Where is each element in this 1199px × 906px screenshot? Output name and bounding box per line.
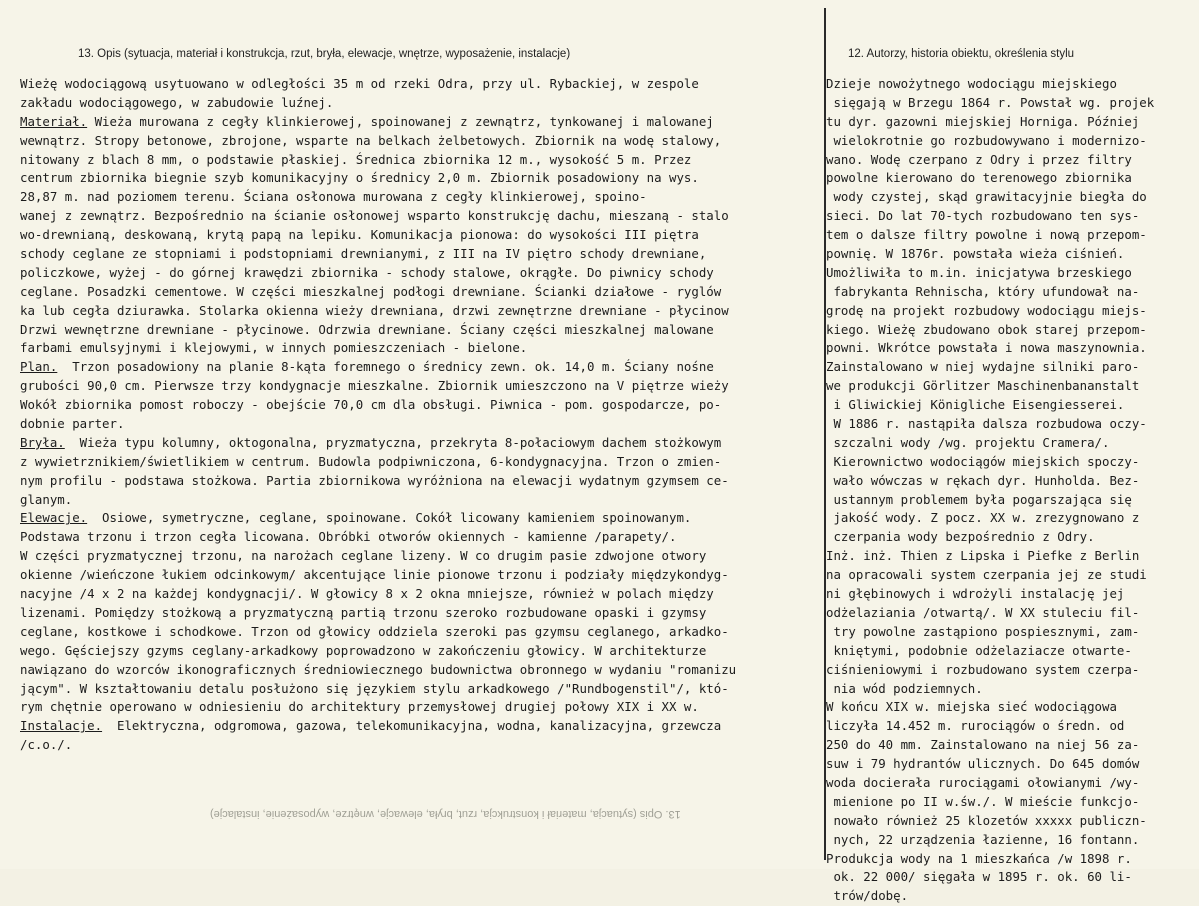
history-line: na opracowali system czerpania jej ze studi xyxy=(826,567,1147,583)
history-line: kniętymi, podobnie odżelaziacze otwarte- xyxy=(826,642,1132,658)
line-text: Podstawa trzonu i trzon cegła licowana. Obróbki otworów okiennych - kamienne /parapety/. xyxy=(20,529,677,545)
description-line xyxy=(20,566,825,585)
history-line: nowało również 25 klozetów xxxxx publiczn- xyxy=(826,812,1147,828)
line-text: nym profilu - podstawa stożkowa. Partia zbiornikowa wyróżniona na elewacji wydatnym gzymsem ce- xyxy=(20,472,729,488)
description-line xyxy=(20,736,825,755)
history-line: sięgają w Brzegu 1864 r. Powstał wg. projek xyxy=(826,94,1155,110)
line-text: wego. Gęściejszy gzyms ceglany-arkadkowy poprowadzono w zakończeniu głowicy. W architekturze xyxy=(20,642,707,658)
line-text: farbami emulsyjnymi i klejowymi, w innych pomieszczeniach - bielone. xyxy=(20,340,528,356)
description-line xyxy=(20,547,825,566)
history-column xyxy=(826,75,1194,906)
history-line: grodę na projekt rozbudowy wodociągu miejs- xyxy=(826,302,1147,318)
line-text: nawiązano do wzorców ikonograficznych średniowiecznego budownictwa obronnego w wydaniu "romanizu xyxy=(20,661,737,677)
description-line xyxy=(20,604,825,623)
history-line: W końcu XIX w. miejska sieć wodociągowa xyxy=(826,699,1117,715)
line-text: nacyjne /4 x 2 na każdej kondygnacji/. W głowicy 8 x 2 okna mniejsze, również w polach między xyxy=(20,586,714,602)
line-text: glanym. xyxy=(20,491,73,507)
line-text: rym chętnie operowano w odniesieniu do architektury przemysłowej drugiej połowy XIX i XX w. xyxy=(20,699,699,715)
history-line: nia wód podziemnych. xyxy=(826,680,983,696)
line-text: Wieżę wodociągową usytuowano w odległości 35 m od rzeki Odra, przy ul. Rybackiej, w zespole xyxy=(20,76,699,91)
line-text: ceglane, kostkowe i schodkowe. Trzon od głowicy oddziela szeroki pas gzymsu ceglanego, arkadko- xyxy=(20,623,729,639)
description-line xyxy=(20,113,825,132)
history-line: kiego. Wieżę zbudowano obok starej przepom- xyxy=(826,321,1147,337)
description-line xyxy=(20,75,825,94)
section-label: Instalacje. xyxy=(20,718,103,734)
description-line xyxy=(20,377,825,396)
line-text: Wokół zbiornika pomost roboczy - obejście 70,0 cm dla obsługi. Piwnica - pom. gospodarcze, po- xyxy=(20,397,722,413)
history-line: i Gliwickiej Königliche Eisengiesserei. xyxy=(826,397,1125,413)
history-line: wało wówczas w rękach dyr. Hunholda. Bez- xyxy=(826,472,1140,488)
line-text: Trzon posadowiony na planie 8-kąta foremnego o średnicy zewn. ok. 14,0 m. Ściany nośne xyxy=(57,359,714,375)
description-line xyxy=(20,94,825,113)
history-line: pownię. W 1876r. powstała wieża ciśnień. xyxy=(826,246,1125,262)
history-line: nych, 22 urządzenia łazienne, 16 fontann. xyxy=(826,831,1140,847)
section-label: Plan. xyxy=(20,359,58,375)
history-line: powni. Wkrótce powstała i nowa maszynownia. xyxy=(826,340,1147,356)
line-text: dobnie parter. xyxy=(20,416,125,432)
section-label: Bryła. xyxy=(20,434,65,450)
line-text: Elektryczna, odgromowa, gazowa, telekomunikacyjna, wodna, kanalizacyjna, grzewcza xyxy=(102,718,722,734)
description-line xyxy=(20,509,825,528)
history-line: jakość wody. Z pocz. XX w. zrezygnowano z xyxy=(826,510,1140,526)
line-text: centrum zbiornika biegnie szyb komunikacyjny o średnicy 2,0 m. Zbiornik posadowiony na wys. xyxy=(20,170,699,186)
history-line: W 1886 r. nastąpiła dalsza rozbudowa oczy- xyxy=(826,416,1147,432)
description-line xyxy=(20,339,825,358)
description-line xyxy=(20,528,825,547)
description-line xyxy=(20,396,825,415)
description-line xyxy=(20,132,825,151)
history-line: trów/dobę. xyxy=(826,888,909,904)
history-line: ustannym problemem była pogarszająca się xyxy=(826,491,1132,507)
line-text: W części pryzmatycznej trzonu, na narożach ceglane lizeny. W co drugim pasie zdwojone otwory xyxy=(20,548,707,564)
description-line xyxy=(20,434,825,453)
history-line: sieci. Do lat 70-tych rozbudowano ten sys- xyxy=(826,208,1140,224)
line-text: wo-drewnianą, deskowaną, krytą papą na lepiku. Komunikacja pionowa: do wysokości III piętra xyxy=(20,227,699,243)
line-text: grubości 90,0 cm. Pierwsze trzy kondygnacje mieszkalne. Zbiornik umieszczono na V piętrze wieży xyxy=(20,378,729,394)
history-line: Produkcja wody na 1 mieszkańca /w 1898 r. xyxy=(826,850,1132,866)
line-text: 28,87 m. nad poziomem terenu. Ściana osłonowa murowana z cegły klinkierowej, spoino- xyxy=(20,189,647,205)
history-line: wody czystej, skąd grawitacyjnie biegła do xyxy=(826,189,1147,205)
description-line xyxy=(20,585,825,604)
description-line xyxy=(20,680,825,699)
history-line: tem o dalsze filtry powolne i nową przepom- xyxy=(826,227,1147,243)
description-line xyxy=(20,302,825,321)
description-line xyxy=(20,283,825,302)
history-line: tu dyr. gazowni miejskiej Horniga. Później xyxy=(826,113,1140,129)
history-line: powolne kierowano do terenowego zbiornika xyxy=(826,170,1132,186)
history-line: try powolne zastąpiono pospiesznymi, zam- xyxy=(826,623,1140,639)
history-line: 250 do 40 mm. Zainstalowano na niej 56 za- xyxy=(826,737,1140,753)
line-text: okienne /wieńczone łukiem odcinkowym/ akcentujące linie pionowe trzonu i podziały międzykondyg- xyxy=(20,567,729,583)
line-text: Wieża typu kolumny, oktogonalna, pryzmatyczna, przekryta 8-połaciowym dachem stożkowym xyxy=(64,434,722,450)
description-line xyxy=(20,321,825,340)
history-line: fabrykanta Rehnischa, który ufundował na- xyxy=(826,283,1140,299)
line-text: Osiowe, symetryczne, ceglane, spoinowane. Cokół licowany kamieniem spoinowanym. xyxy=(87,510,692,526)
history-line: wielokrotnie go rozbudowywano i modernizo- xyxy=(826,132,1147,148)
line-text: wewnątrz. Stropy betonowe, zbrojone, wsparte na belkach żelbetowych. Zbiornik na wodę stalowy, xyxy=(20,132,722,148)
section-label: Materiał. xyxy=(20,113,88,129)
line-text: /c.o./. xyxy=(20,737,73,753)
history-line: suw i 79 hydrantów ulicznych. Do 645 domów xyxy=(826,756,1140,772)
line-text: Drzwi wewnętrzne drewniane - płycinowe. Odrzwia drewniane. Ściany części mieszkalnej malowane xyxy=(20,321,714,337)
history-line: we produkcji Görlitzer Maschinenbananstalt xyxy=(826,378,1140,394)
mirrored-header-bleedthrough: 13. Opis (sytuacja, materiał i konstrukcja, rzut, bryła, elewacje, wnętrze, wyposażenie, instalacje) xyxy=(210,808,681,820)
line-text: ka lub cegła dziurawka. Stolarka okienna wieży drewniana, drzwi zewnętrzne drewniane - płycinow xyxy=(20,302,729,318)
description-line xyxy=(20,453,825,472)
line-text: jącym". W kształtowaniu detalu posłużono się językiem stylu arkadkowego /"Rundbogenstil"/, któ- xyxy=(20,680,729,696)
description-line xyxy=(20,245,825,264)
description-line xyxy=(20,264,825,283)
line-text: z wywietrznikiem/świetlikiem w centrum. Budowla podpiwniczona, 6-kondygnacyjna. Trzon o zmien- xyxy=(20,453,722,469)
line-text: nitowany z blach 8 mm, o podstawie płaskiej. Średnica zbiornika 12 m., wysokość 5 m. Przez xyxy=(20,151,692,167)
history-line: Umożliwiła to m.in. inicjatywa brzeskiego xyxy=(826,264,1132,280)
history-line: szczalni wody /wg. projektu Cramera/. xyxy=(826,434,1110,450)
description-line xyxy=(20,207,825,226)
description-line xyxy=(20,698,825,717)
description-line xyxy=(20,472,825,491)
history-line: ok. 22 000/ sięgała w 1895 r. ok. 60 li- xyxy=(826,869,1132,885)
history-line: ciśnieniowymi i rozbudowano system czerpa- xyxy=(826,661,1140,677)
section-label: Elewacje. xyxy=(20,510,88,526)
history-line: odżelaziania /otwartą/. W XX stuleciu fil- xyxy=(826,604,1140,620)
line-text: wanej z zewnątrz. Bezpośrednio na ścianie osłonowej wsparto konstrukcję dachu, mieszaną - stalo xyxy=(20,208,729,224)
description-line xyxy=(20,623,825,642)
line-text: policzkowe, wyżej - do górnej krawędzi zbiornika - schody stalowe, okrągłe. Do piwnicy schody xyxy=(20,264,714,280)
history-line: liczyła 14.452 m. rurociągów o średn. od xyxy=(826,718,1125,734)
description-line xyxy=(20,642,825,661)
history-line: ni głębinowych i wdrożyli instalację jej xyxy=(826,586,1125,602)
description-column xyxy=(20,75,825,755)
description-line xyxy=(20,226,825,245)
history-line: mienione po II w.św./. W mieście funkcjo- xyxy=(826,793,1140,809)
history-line: Inż. inż. Thien z Lipska i Piefke z Berlin xyxy=(826,548,1140,564)
description-line xyxy=(20,491,825,510)
description-line xyxy=(20,717,825,736)
description-line xyxy=(20,151,825,170)
description-line xyxy=(20,358,825,377)
history-line: woda docierała rurociągami ołowianymi /wy- xyxy=(826,774,1140,790)
section-13-header: 13. Opis (sytuacja, materiał i konstrukcja, rzut, bryła, elewacje, wnętrze, wyposażenie, instalacje) xyxy=(78,48,571,60)
section-12-header: 12. Autorzy, historia obiektu, określenia stylu xyxy=(848,48,1075,60)
description-line xyxy=(20,169,825,188)
line-text: ceglane. Posadzki cementowe. W części mieszkalnej podłogi drewniane. Ścianki działowe - ryglów xyxy=(20,283,722,299)
description-line xyxy=(20,188,825,207)
history-line: czerpania wody bezpośrednio z Odry. xyxy=(826,529,1095,545)
history-line: wano. Wodę czerpano z Odry i przez filtry xyxy=(826,151,1132,167)
line-text: Wieża murowana z cegły klinkierowej, spoinowanej z zewnątrz, tynkowanej i malowanej xyxy=(87,113,714,129)
line-text: schody ceglane ze stopniami i podstopniami drewnianymi, z III na IV piętro schody drewniane, xyxy=(20,246,707,262)
line-text: lizenami. Pomiędzy stożkową a pryzmatyczną partią trzonu szeroko rozbudowane opaski i gzymsy xyxy=(20,604,707,620)
description-line xyxy=(20,661,825,680)
history-line: Kierownictwo wodociągów miejskich spoczy- xyxy=(826,453,1140,469)
description-line xyxy=(20,415,825,434)
line-text: zakładu wodociągowego, w zabudowie luźnej. xyxy=(20,94,334,110)
history-line: Dzieje nowożytnego wodociągu miejskiego xyxy=(826,76,1117,91)
history-line: Zainstalowano w niej wydajne silniki paro- xyxy=(826,359,1140,375)
